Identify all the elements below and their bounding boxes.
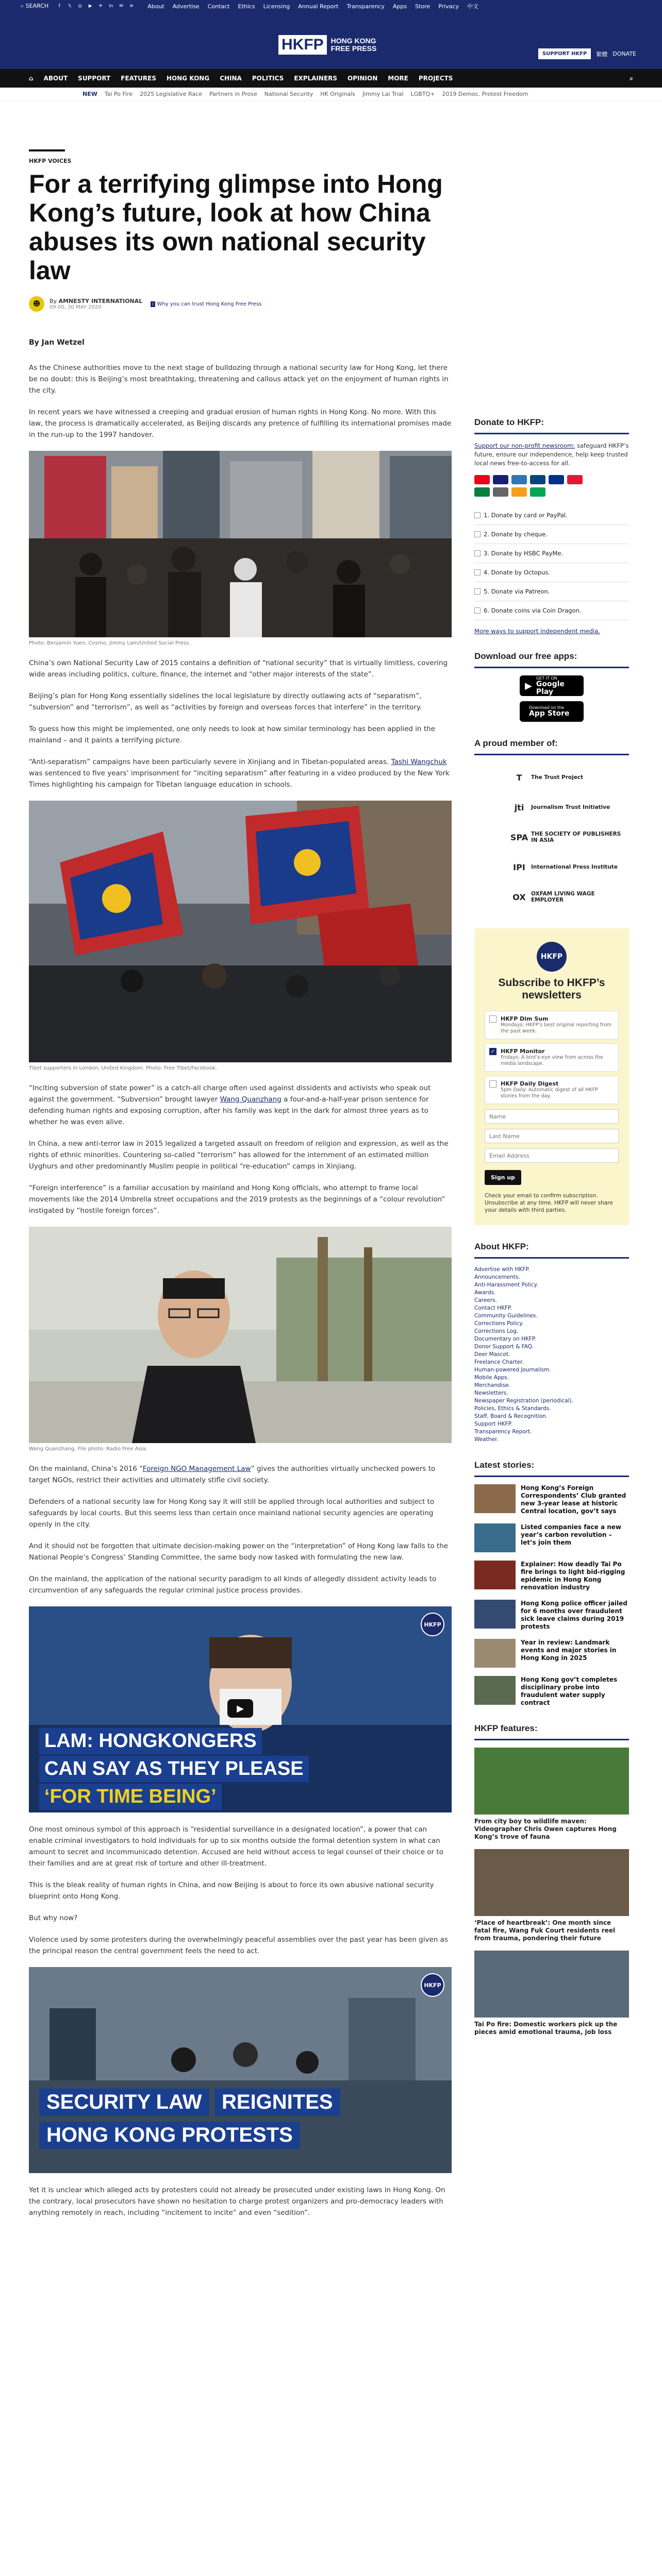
about-link[interactable]: Community Guidelines. [474,1313,538,1319]
info-icon: i [151,301,155,307]
story-title[interactable]: Hong Kong gov’t completes disciplinary probe into fraudulent water supply contract [521,1676,618,1706]
last-name-field[interactable] [485,1129,619,1143]
checkbox-icon[interactable] [489,1080,496,1088]
member-icon: T [516,772,522,783]
byline [29,296,452,312]
latest-title: Latest stories: [474,1460,629,1477]
nav-item-4[interactable]: CHINA [220,75,242,82]
payment-card-icon [511,475,527,484]
top-link-5[interactable]: Annual Report [298,3,339,10]
tag-link[interactable]: HK Originals [320,91,355,97]
donate-option-label: 5. Donate via Patreon. [484,588,550,595]
features-title: HKFP features: [474,1723,629,1740]
email-icon[interactable]: ✉ [119,4,123,9]
about-link[interactable]: Advertise with HKFP. [474,1266,530,1273]
photo-caption: Tibet supporters in London, United Kingdom. Photo: Free Tibet/Facebook. [29,1065,218,1071]
play-button-icon[interactable]: ▶ [227,1699,253,1718]
instagram-icon[interactable]: ◎ [78,4,82,9]
title-rule [29,149,65,151]
paragraph: “Anti-separatism” campaigns have been particularly severe in Xinjiang and in Tibetan-populated areas. Tashi Wangchuk was sentenced to five years’ imprisonment for “inciting separatism” after featuring in a video produced by the New York Times highlighting his campaign for Tibetan language education in schools. [29,758,450,789]
story-item[interactable] [474,1676,629,1707]
author-avatar: ☻ [29,296,44,312]
newsletter-option-text [501,1048,614,1067]
nav-item-8[interactable]: MORE [388,75,408,82]
nav-item-0[interactable]: ABOUT [43,75,68,82]
member-name: International Press Institute [531,864,618,870]
apps-title: Download our free apps: [474,651,629,668]
publish-date: 09:00, 30 MAY 2020 [49,304,102,310]
paragraph: But why now? [29,1914,78,1922]
video-title-line: CAN SAY AS THEY PLEASE [39,1756,309,1782]
feature-image[interactable] [474,1748,629,1815]
article [29,149,452,2229]
linkedin-icon[interactable]: in [109,4,113,9]
member-icon: SPA [510,832,528,842]
video-hkfp-badge: HKFP [421,1973,444,1997]
paragraph: “Foreign interference” is a familiar accusation by mainland and Hong Kong officials, who attempt to frame local movements like the 2014 Umbrella street occupations and the 2019 protests as the beginnings of a “colour revolution” instigated by “hostile foreign forces”. [29,1184,445,1215]
top-link-4[interactable]: Licensing [263,3,290,10]
article-title: For a terrifying glimpse into Hong Kong’s future, look at how China abuses its own national security law [29,170,443,285]
logo-mark: HKFP [278,35,327,55]
story-title[interactable]: Listed companies face a new year’s carbon revolution – let’s join them [521,1523,621,1546]
top-link-0[interactable]: About [147,3,164,10]
about-link[interactable]: Deer Mascot. [474,1351,510,1358]
feature-item[interactable] [474,1849,629,1942]
about-link[interactable]: Mobile Apps. [474,1375,509,1381]
home-icon[interactable]: ⌂ [29,75,34,82]
photo-wang [29,1227,452,1452]
about-link[interactable]: Support HKFP. [474,1421,512,1427]
top-links [147,2,478,10]
member-icon: IPI [513,862,525,872]
rss-icon[interactable]: ≋ [129,4,134,9]
radio-icon[interactable] [474,569,481,575]
story-item[interactable] [474,1484,629,1515]
nav-item-5[interactable]: POLITICS [252,75,284,82]
tag-link[interactable]: 2019 Democ. Protest Freedom [442,91,528,97]
story-item[interactable] [474,1523,629,1552]
about-link[interactable]: Merchandise. [474,1382,510,1388]
member-logo[interactable] [474,822,629,852]
features-list [474,1748,629,2036]
donate-intro-link[interactable]: Support our non-profit newsroom: [474,442,575,449]
trending-tags [0,88,662,101]
trust-link[interactable]: i Why you can trust Hong Kong Free Press [151,301,261,307]
radio-icon[interactable] [474,607,481,614]
facebook-icon[interactable]: f [58,4,60,9]
about-link[interactable]: Corrections Policy. [474,1320,524,1327]
nav-items [44,75,453,82]
social-icons [56,3,135,10]
nav-item-7[interactable]: OPINION [347,75,378,82]
about-link[interactable]: Documentary on HKFP. [474,1336,536,1342]
tibet-flags-image [29,801,452,1062]
about-link[interactable]: Newsletters. [474,1390,508,1396]
paragraph: This is the bleak reality of human rights in China, and now Beijing is about to force its own abusive national security blueprint onto Hong Kong. [29,1881,434,1901]
story-item[interactable] [474,1600,629,1631]
feature-image[interactable] [474,1951,629,2018]
twitter-icon[interactable]: 𝕏 [68,4,72,9]
support-hkfp-button[interactable]: SUPPORT HKFP [538,48,591,59]
paragraph: In China, a new anti-terror law in 2015 legalized a targeted assault on freedom of religion and expression, as well as the rights of ethnic minorities. Countering so-called “terrorism” has allowed for the internment of an estimated million Uyghurs and other predominantly Muslim people in political “re-education” camps in Xinjiang. [29,1140,449,1171]
story-item[interactable] [474,1639,629,1668]
radio-icon[interactable] [474,550,481,556]
paragraph: In recent years we have witnessed a creeping and gradual erosion of human rights in Hong Kong. No more. With this law, the process is dramatically accelerated, as Beijing discards any pretence of fulfilling its international promises made in the run-up to the 1997 handover. [29,408,452,439]
paragraph: As the Chinese authorities move to the next stage of bulldozing through a national security law for Hong Kong, let there be no doubt: this is Beijing’s most breathtaking, threatening and callous attack yet on the enjoyment of human rights in the city. [29,364,449,395]
about-link[interactable]: Contact HKFP. [474,1305,512,1311]
donate-options [474,506,629,620]
search-icon[interactable]: ⌕ [630,74,633,82]
member-name: The Trust Project [531,774,584,781]
newsletter-option-text [501,1080,614,1099]
donate-option-label: 3. Donate by HSBC PayMe. [484,550,564,557]
member-title: A proud member of: [474,738,629,755]
paragraph: “Inciting subversion of state power” is a catch-all charge often used against dissidents and activists who speak out against the government. “Subversion” brought lawyer Wang Quanzhang a four-and-a-half-year prison sentence for defending human rights and exposing corruption, after his family was kept in the dark for almost three years as to whether he was even alive. [29,1084,431,1126]
language-switch[interactable]: 繁體 [596,50,608,58]
top-link-6[interactable]: Transparency [346,3,385,10]
paragraph: Beijing’s plan for Hong Kong essentially sidelines the local legislature by directly outlawing acts of “separatism”, “subversion” and “terrorism”, as well as “activities by foreign and overseas forces that interfere” in the territory. [29,692,422,711]
donate-option[interactable] [474,506,629,525]
feature-item[interactable] [474,1748,629,1841]
top-utility-bar [0,0,662,12]
article-category[interactable]: HKFP VOICES [29,158,72,164]
sidebar [474,417,629,2053]
newsletter-note: Check your email to confirm subscription. Unsubscribe at any time. HKFP will never share your details with third parties. [485,1193,613,1213]
tag-link[interactable]: 2025 Legislative Race [140,91,203,97]
link-foreign-ngo-law[interactable]: Foreign NGO Management Law [142,1465,251,1473]
more-ways-link[interactable]: More ways to support independent media. [474,628,600,635]
member-name: THE SOCIETY OF PUBLISHERS IN ASIA [531,831,621,843]
donate-option[interactable] [474,563,629,582]
about-link[interactable]: Policies, Ethics & Standards. [474,1405,551,1412]
paragraph: And it should not be forgotten that ultimate decision-making power on the “interpretation” of Hong Kong law falls to the National People’s Congress’ Standing Committee, the same body now tasked with formulating the new law. [29,1542,449,1562]
about-link[interactable]: Careers. [474,1297,497,1303]
nav-item-9[interactable]: PROJECTS [418,75,453,82]
checkbox-icon[interactable]: ✓ [489,1048,496,1055]
tag-link[interactable]: National Security [264,91,313,97]
story-thumbnail[interactable] [474,1676,516,1705]
photo-caption: Photo: Benjamin Yuen, Cosmo, Jimmy Lam/United Social Press. [29,640,191,646]
member-name: Journalism Trust Initiative [531,804,610,810]
donate-title: Donate to HKFP: [474,417,629,434]
top-link-8[interactable]: Store [415,3,431,10]
email-field[interactable] [485,1148,619,1163]
about-link[interactable]: Anti-Harassment Policy. [474,1282,538,1288]
newsletter-title: Subscribe to HKFP’s newsletters [498,977,605,1001]
top-link-10[interactable]: 中文 [467,3,479,10]
about-link[interactable]: Transparency Report. [474,1429,532,1435]
donate-widget [474,417,629,635]
video-title-line: SECURITY LAW [39,2089,209,2116]
payment-card-icon [474,487,490,497]
photo-caption: Wang Quanzhang. File photo: Radio Free Asia. [29,1446,147,1452]
paragraph: China’s own National Security Law of 2015 contains a definition of “national security” that is virtually limitless, covering wide areas including politics, culture, finance, the internet and “other major interests of the state”. [29,659,448,679]
header-actions [538,48,636,59]
member-name: OXFAM LIVING WAGE EMPLOYER [531,891,595,903]
tag-link[interactable]: Partners in Prose [209,91,257,97]
about-link[interactable]: Newspaper Registration (periodical). [474,1398,573,1404]
new-label: NEW [82,91,97,97]
paragraph: To guess how this might be implemented, one only needs to look at how similar terminology has been applied in the mainland – and it paints a terrifying picture. [29,725,436,744]
donate-option[interactable] [474,544,629,563]
radio-icon[interactable] [474,531,481,537]
nav-item-6[interactable]: EXPLAINERS [294,75,338,82]
about-link[interactable]: Freelance Charter. [474,1359,524,1365]
video-embed-lam[interactable] [29,1606,452,1812]
newsletter-badge: HKFP [537,942,567,972]
latest-widget [474,1460,629,1707]
payment-card-icon [567,475,583,484]
tag-list [105,91,528,97]
donate-option[interactable] [474,601,629,620]
newsletter-name: HKFP Dim Sum [501,1015,549,1022]
payment-card-icon [549,475,564,484]
radio-icon[interactable] [474,512,481,518]
about-link[interactable]: Corrections Log. [474,1328,519,1334]
member-logos [474,762,629,912]
donate-option[interactable] [474,525,629,544]
story-title[interactable]: Hong Kong police officer jailed for 6 months over fraudulent sick leave claims during 2019 protests [521,1600,627,1630]
google-play-button[interactable]: ▶ GET IT ON Google Play [520,675,584,696]
paragraph: Defenders of a national security law for Hong Kong say it will still be applied through local authorities and subject to safeguards by local courts. But this seems less than certain once mainland national security agencies are operating openly in the city. [29,1498,435,1529]
latest-list [474,1484,629,1707]
checkbox-icon[interactable] [489,1015,496,1023]
paragraph: On the mainland, China’s 2016 “Foreign NGO Management Law” gives the authorities virtually unchecked powers to target NGOs, restrict their activities and ultimately stifle civil society. [29,1465,436,1484]
payment-card-icons [474,475,588,497]
video-title-line: HONG KONG PROTESTS [39,2122,300,2149]
top-link-3[interactable]: Ethics [238,3,255,10]
about-title: About HKFP: [474,1242,629,1259]
site-header [0,12,662,69]
about-link[interactable]: Donor Support & FAQ. [474,1344,534,1350]
payment-card-icon [530,487,545,497]
about-link[interactable]: Weather. [474,1436,499,1443]
video-title-line: LAM: HONGKONGERS [39,1728,262,1754]
donate-intro: Support our non-profit newsroom: safeguard HKFP’s future, ensure our independence, help keep trusted local news free-to-access for all. [474,442,629,467]
about-link[interactable]: Awards. [474,1290,496,1296]
payment-card-icon [530,475,545,484]
search-link[interactable]: ⌕ SEARCH [21,3,49,9]
video-hkfp-badge: HKFP [421,1613,444,1636]
story-thumbnail[interactable] [474,1639,516,1668]
payment-card-icon [493,475,508,484]
member-logo[interactable] [474,792,629,822]
member-icon: OX [512,892,526,902]
story-title[interactable]: Hong Kong’s Foreign Correspondents’ Club granted new 3-year lease at historic Central location, gov’t says [521,1484,626,1515]
newsletter-widget [474,928,629,1225]
newsletter-desc: Fridays: A bird’s-eye view from across the media landscape. [501,1055,603,1066]
payment-card-icon [511,487,527,497]
protest-street-image [29,451,452,637]
site-logo[interactable] [278,35,376,55]
newsletter-name: HKFP Monitor [501,1048,545,1055]
paragraph: Violence used by some protesters during the overwhelmingly peaceful assemblies over the past year has been given as the principal reason the central government feels the need to act. [29,1936,448,1955]
story-item[interactable] [474,1561,629,1591]
newsletter-option[interactable] [485,1011,619,1039]
top-link-7[interactable]: Apps [392,3,407,10]
logo-text: HONG KONG FREE PRESS [330,37,377,53]
newsletter-option[interactable] [485,1043,619,1072]
paragraph: One most ominous symbol of this approach is “residential surveillance in a designated location”, a power that can enable criminal investigators to hold individuals for up to six months outside the formal detention system in what can amount to secret and incommunicado detention. Accused are held without access to legal counsel of their choice or to their families and are at great risk of torture and other ill-treatment. [29,1825,443,1868]
story-thumbnail[interactable] [474,1484,516,1513]
story-thumbnail[interactable] [474,1523,516,1552]
radio-icon[interactable] [474,588,481,595]
member-logo[interactable] [474,882,629,912]
top-link-1[interactable]: Advertise [172,3,200,10]
membership-widget [474,738,629,912]
features-widget [474,1723,629,2036]
donate-option-label: 1. Donate by card or PayPal. [484,512,568,519]
member-logo[interactable] [474,762,629,792]
payment-card-icon [493,487,508,497]
newsletter-option[interactable] [485,1076,619,1104]
photo-protest [29,451,452,646]
paragraph: On the mainland, the application of the national security paradigm to all kinds of allegedly dissident activity leads to circumvention of any safeguards the regular criminal justice process provides. [29,1575,437,1595]
payment-card-icon [474,475,490,484]
donate-option-label: 2. Donate by cheque. [484,531,548,538]
member-logo[interactable] [474,852,629,882]
newsletter-option-text [501,1015,614,1035]
nav-item-2[interactable]: FEATURES [121,75,157,82]
paragraph: Yet it is unclear which alleged acts by protesters could not already be prosecuted under existing laws in Hong Kong. On the contrary, local prosecutors have shown no hesitation to charge protest organizers and pro-democracy leaders with anything remotely in reach, including “incitement to incite” and even “sedition”. [29,2186,445,2217]
donate-link[interactable]: DONATE [613,50,636,57]
newsletter-desc: Mondays: HKFP’s best original reporting from the past week. [501,1022,612,1034]
sign-up-button[interactable]: Sign up [485,1170,521,1185]
about-links [474,1266,629,1444]
video-embed-security-law[interactable] [29,1967,452,2173]
portrait-image [29,1227,452,1443]
feature-title[interactable]: ‘Place of heartbreak’: One month since fatal fire, Wang Fuk Court residents reel from trauma, pondering their future [474,1919,616,1942]
donate-option-label: 6. Donate coins via Coin Dragon. [484,607,582,614]
donate-option-label: 4. Donate by Octopus. [484,569,551,576]
story-thumbnail[interactable] [474,1600,516,1629]
telegram-icon[interactable]: ✈ [98,4,103,9]
story-title[interactable]: Year in review: Landmark events and major stories in Hong Kong in 2025 [521,1639,617,1662]
about-link[interactable]: Staff, Board & Recognition. [474,1413,548,1419]
video-title-line: REIGNITES [214,2089,340,2116]
nav-item-3[interactable]: HONG KONG [167,75,210,82]
photo-tibet [29,801,452,1071]
about-widget [474,1242,629,1444]
apps-widget [474,651,629,722]
tag-link[interactable]: LGBTQ+ [410,91,435,97]
about-link[interactable]: Announcements. [474,1274,520,1280]
newsletter-desc: 5pm Daily: Automatic digest of all HKFP stories from the day. [501,1087,598,1099]
newsletter-name: HKFP Daily Digest [501,1080,559,1087]
member-icon: jti [514,802,524,812]
feature-title[interactable]: From city boy to wildlife maven: Videographer Chris Owen captures Hong Kong’s trove of fauna [474,1818,617,1840]
top-link-2[interactable]: Contact [207,3,230,10]
about-link[interactable]: Human-powered Journalism. [474,1367,551,1373]
newsletter-options [485,1011,619,1104]
top-link-9[interactable]: Privacy [438,3,459,10]
app-store-button[interactable]: Download on the App Store [520,701,584,722]
first-name-field[interactable] [485,1109,619,1124]
tag-link[interactable]: Jimmy Lai Trial [362,91,404,97]
donate-option[interactable] [474,582,629,601]
story-title[interactable]: Explainer: How deadly Tai Po fire brings to light bid-rigging epidemic in Hong Kong renovation industry [521,1561,625,1591]
nav-item-1[interactable]: SUPPORT [78,75,111,82]
google-play-icon: ▶ [525,680,532,691]
byline-org[interactable]: By AMNESTY INTERNATIONAL [49,298,143,304]
youtube-icon[interactable]: ▶ [88,4,92,9]
main-nav [0,69,662,88]
tag-link[interactable]: Tai Po Fire [104,91,133,97]
video-title-line: ‘FOR TIME BEING’ [39,1784,222,1810]
link-wang-quanzhang[interactable]: Wang Quanzhang [220,1095,282,1104]
feature-title[interactable]: Tai Po fire: Domestic workers pick up the pieces amid emotional trauma, job loss [474,2021,618,2036]
feature-image[interactable] [474,1849,629,1916]
feature-item[interactable] [474,1951,629,2036]
article-author: By Jan Wetzel [29,338,85,347]
link-tashi-wangchuk[interactable]: Tashi Wangchuk [391,758,447,766]
story-thumbnail[interactable] [474,1561,516,1589]
